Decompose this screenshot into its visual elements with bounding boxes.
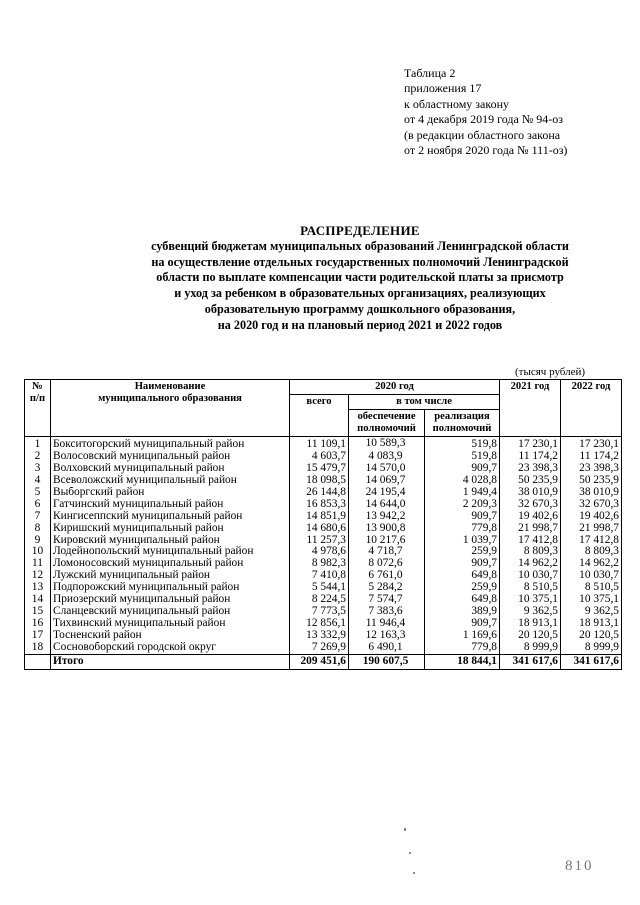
table-row	[25, 475, 622, 487]
appendix-line: Таблица 2	[404, 66, 456, 80]
value-2021: 50 235,9	[500, 475, 561, 487]
value-2021: 17 230,1	[500, 437, 561, 451]
table-row	[25, 546, 622, 558]
scan-speck	[404, 828, 406, 831]
value-2020-realization: 649,8	[425, 594, 500, 606]
value-2021: 8 999,9	[500, 642, 561, 654]
row-number: 18	[25, 642, 51, 654]
appendix-line: к областному закону	[404, 96, 510, 111]
col-header-number: № п/п	[25, 380, 51, 437]
value-2020-total: 15 479,7	[290, 463, 349, 475]
value-2022: 38 010,9	[561, 487, 622, 499]
value-2020-total: 11 257,3	[290, 535, 349, 547]
municipality-name: Волосовский муниципальный район	[51, 451, 290, 463]
value-2021: 10 030,7	[500, 570, 561, 582]
value-2020-realization: 779,8	[425, 642, 500, 654]
value-2020-realization: 1 949,4	[425, 487, 500, 499]
row-number: 2	[25, 451, 51, 463]
table-row	[25, 570, 622, 582]
col-header-2022: 2022 год	[561, 380, 622, 437]
municipality-name: Киришский муниципальный район	[51, 523, 290, 535]
municipality-name: Бокситогорский муниципальный район	[51, 437, 290, 451]
value-2020-provision: 8 072,6	[349, 558, 425, 570]
title-line: субвенций бюджетам муниципальных образований Ленинградской области	[151, 238, 569, 253]
value-2020-provision: 5 284,2	[349, 582, 425, 594]
col-header-provision: обеспечение полномочий	[349, 410, 425, 437]
title-line: образовательную программу дошкольного образования,	[204, 301, 516, 316]
value-2022: 11 174,2	[561, 451, 622, 463]
value-2022: 9 362,5	[561, 606, 622, 618]
municipality-name: Всеволожский муниципальный район	[51, 475, 290, 487]
value-2020-realization: 259,9	[425, 582, 500, 594]
value-2021: 19 402,6	[500, 511, 561, 523]
total-row	[25, 654, 622, 669]
value-2022: 8 999,9	[561, 642, 622, 654]
value-2020-total: 7 410,8	[290, 570, 349, 582]
scan-speck	[413, 872, 415, 874]
table-row	[25, 642, 622, 654]
value-2020-total: 16 853,3	[290, 499, 349, 511]
units-note: (тысяч рублей)	[515, 366, 586, 378]
value-2020-provision: 11 946,4	[349, 618, 425, 630]
municipality-name: Волховский муниципальный район	[51, 463, 290, 475]
value-2022: 18 913,1	[561, 618, 622, 630]
value-2020-total: 11 109,1	[290, 437, 349, 451]
table-row	[25, 499, 622, 511]
row-number: 3	[25, 463, 51, 475]
table-row	[25, 451, 622, 463]
row-number: 8	[25, 523, 51, 535]
col-header-2021: 2021 год	[500, 380, 561, 437]
value-2020-realization: 909,7	[425, 463, 500, 475]
page-number-stamp: 810	[565, 858, 594, 874]
total-2020-provision: 190 607,5	[349, 654, 425, 669]
value-2020-total: 7 773,5	[290, 606, 349, 618]
value-2020-provision: 12 163,3	[349, 630, 425, 642]
municipality-name: Тихвинский муниципальный район	[51, 618, 290, 630]
value-2020-provision: 7 383,6	[349, 606, 425, 618]
value-2021: 10 375,1	[500, 594, 561, 606]
value-2022: 10 375,1	[561, 594, 622, 606]
row-number: 9	[25, 535, 51, 547]
document-title	[0, 223, 640, 334]
value-2022: 50 235,9	[561, 475, 622, 487]
value-2021: 32 670,3	[500, 499, 561, 511]
value-2020-provision: 13 900,8	[349, 523, 425, 535]
title-line: и уход за ребенком в образовательных организациях, реализующих	[174, 286, 546, 301]
row-number: 17	[25, 630, 51, 642]
value-2020-total: 5 544,1	[290, 582, 349, 594]
row-number: 6	[25, 499, 51, 511]
row-number: 10	[25, 546, 51, 558]
value-2020-total: 18 098,5	[290, 475, 349, 487]
table-row	[25, 618, 622, 630]
total-2020-realization: 18 844,1	[425, 654, 500, 669]
municipality-name: Выборгский район	[51, 487, 290, 499]
value-2020-total: 12 856,1	[290, 618, 349, 630]
value-2022: 32 670,3	[561, 499, 622, 511]
table-row	[25, 630, 622, 642]
value-2021: 21 998,7	[500, 523, 561, 535]
value-2020-realization: 1 039,7	[425, 535, 500, 547]
total-2021: 341 617,6	[500, 654, 561, 669]
value-2020-realization: 779,8	[425, 523, 500, 535]
value-2020-realization: 519,8	[425, 437, 500, 451]
value-2020-total: 13 332,9	[290, 630, 349, 642]
value-2020-realization: 519,8	[425, 451, 500, 463]
table-row	[25, 511, 622, 523]
title-main: РАСПРЕДЕЛЕНИЕ	[300, 223, 420, 238]
value-2022: 10 030,7	[561, 570, 622, 582]
municipality-name: Приозерский муниципальный район	[51, 594, 290, 606]
value-2021: 11 174,2	[500, 451, 561, 463]
row-number: 14	[25, 594, 51, 606]
value-2020-realization: 649,8	[425, 570, 500, 582]
value-2020-total: 8 224,5	[290, 594, 349, 606]
municipality-name: Лужский муниципальный район	[51, 570, 290, 582]
row-number: 16	[25, 618, 51, 630]
value-2022: 21 998,7	[561, 523, 622, 535]
appendix-reference	[404, 66, 567, 158]
title-line: на 2020 год и на плановый период 2021 и 2022 годов	[217, 317, 503, 332]
row-number: 4	[25, 475, 51, 487]
row-number: 7	[25, 511, 51, 523]
value-2020-realization: 2 209,3	[425, 499, 500, 511]
value-2020-provision: 14 069,7	[349, 475, 425, 487]
municipality-name: Сосновоборский городской округ	[51, 642, 290, 654]
col-header-2020: 2020 год	[290, 380, 500, 395]
row-number: 15	[25, 606, 51, 618]
value-2020-realization: 259,9	[425, 546, 500, 558]
value-2020-total: 4 978,6	[290, 546, 349, 558]
title-line: на осуществление отдельных государственных полномочий Ленинградской	[151, 254, 569, 269]
table-row	[25, 437, 622, 451]
col-header-including: в том числе	[349, 395, 500, 410]
value-2020-provision: 10 217,6	[349, 535, 425, 547]
value-2020-realization: 909,7	[425, 511, 500, 523]
value-2021: 20 120,5	[500, 630, 561, 642]
value-2021: 8 809,3	[500, 546, 561, 558]
row-number: 11	[25, 558, 51, 570]
value-2020-total: 8 982,3	[290, 558, 349, 570]
value-2020-realization: 1 169,6	[425, 630, 500, 642]
value-2020-provision: 7 574,7	[349, 594, 425, 606]
value-2020-provision: 14 570,0	[349, 463, 425, 475]
municipality-name: Подпорожский муниципальный район	[51, 582, 290, 594]
title-line: области по выплате компенсации части родительской платы за присмотр	[156, 270, 564, 285]
municipality-name: Гатчинский муниципальный район	[51, 499, 290, 511]
value-2021: 8 510,5	[500, 582, 561, 594]
appendix-line: (в редакции областного закона	[404, 127, 561, 142]
value-2020-realization: 909,7	[425, 618, 500, 630]
row-number: 12	[25, 570, 51, 582]
municipality-name: Кингисеппский муниципальный район	[51, 511, 290, 523]
scan-speck	[409, 852, 411, 854]
value-2020-provision: 13 942,2	[349, 511, 425, 523]
municipality-name: Лодейнопольский муниципальный район	[51, 546, 290, 558]
value-2021: 23 398,3	[500, 463, 561, 475]
row-number: 13	[25, 582, 51, 594]
value-2020-total: 14 851,9	[290, 511, 349, 523]
table-row	[25, 523, 622, 535]
table-row	[25, 535, 622, 547]
col-header-realization: реализация полномочий	[425, 410, 500, 437]
value-2020-total: 14 680,6	[290, 523, 349, 535]
value-2022: 8 510,5	[561, 582, 622, 594]
value-2021: 38 010,9	[500, 487, 561, 499]
value-2020-realization: 909,7	[425, 558, 500, 570]
appendix-line: от 2 ноября 2020 года № 111-оз)	[404, 143, 568, 158]
appendix-line: приложения 17	[404, 81, 482, 96]
col-header-name: Наименование муниципального образования	[51, 380, 290, 437]
table-row	[25, 487, 622, 499]
row-number: 1	[25, 437, 51, 451]
value-2020-provision: 4 718,7	[349, 546, 425, 558]
value-2022: 20 120,5	[561, 630, 622, 642]
value-2022: 8 809,3	[561, 546, 622, 558]
municipality-name: Тосненский район	[51, 630, 290, 642]
value-2022: 23 398,3	[561, 463, 622, 475]
value-2020-realization: 389,9	[425, 606, 500, 618]
total-label: Итого	[51, 654, 290, 669]
value-2020-total: 4 603,7	[290, 451, 349, 463]
municipality-name: Кировский муниципальный район	[51, 535, 290, 547]
value-2021: 18 913,1	[500, 618, 561, 630]
value-2021: 9 362,5	[500, 606, 561, 618]
value-2022: 14 962,2	[561, 558, 622, 570]
value-2020-total: 7 269,9	[290, 642, 349, 654]
value-2020-provision: 6 761,0	[349, 570, 425, 582]
municipality-name: Ломоносовский муниципальный район	[51, 558, 290, 570]
value-2020-provision: 4 083,9	[349, 451, 425, 463]
appendix-line: от 4 декабря 2019 года № 94-оз	[404, 112, 564, 127]
total-2020-total: 209 451,6	[290, 654, 349, 669]
table-row	[25, 594, 622, 606]
col-header-total: всего	[290, 395, 349, 437]
total-number-cell	[25, 654, 51, 669]
value-2020-provision: 14 644,0	[349, 499, 425, 511]
value-2020-provision: 10 589,3	[349, 437, 425, 451]
table-row	[25, 606, 622, 618]
row-number: 5	[25, 487, 51, 499]
value-2020-realization: 4 028,8	[425, 475, 500, 487]
value-2021: 17 412,8	[500, 535, 561, 547]
value-2020-total: 26 144,8	[290, 487, 349, 499]
value-2022: 17 412,8	[561, 535, 622, 547]
table-row	[25, 463, 622, 475]
value-2020-provision: 6 490,1	[349, 642, 425, 654]
value-2021: 14 962,2	[500, 558, 561, 570]
value-2022: 17 230,1	[561, 437, 622, 451]
total-2022: 341 617,6	[561, 654, 622, 669]
municipality-name: Сланцевский муниципальный район	[51, 606, 290, 618]
table-row	[25, 582, 622, 594]
value-2022: 19 402,6	[561, 511, 622, 523]
table-row	[25, 558, 622, 570]
distribution-table	[24, 379, 622, 670]
value-2020-provision: 24 195,4	[349, 487, 425, 499]
